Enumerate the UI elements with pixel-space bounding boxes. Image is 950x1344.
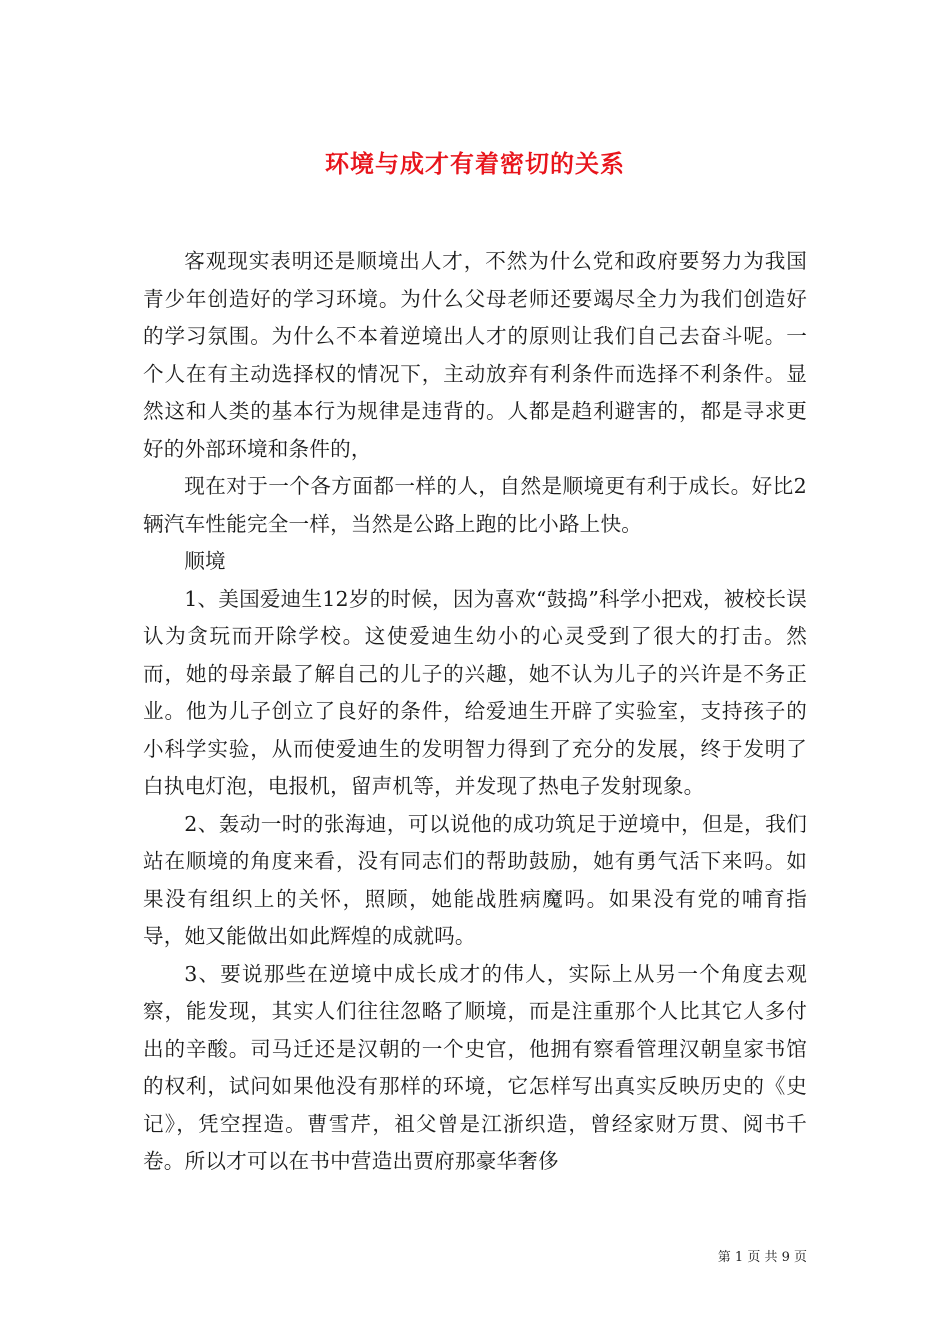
paragraph-2: 现在对于一个各方面都一样的人，自然是顺境更有利于成长。好比2辆汽车性能完全一样，当然是公路上跑的比小路上快。 — [143, 474, 807, 536]
paragraph-1: 客观现实表明还是顺境出人才，不然为什么党和政府要努力为我国青少年创造好的学习环境。为什么父母老师还要竭尽全力为我们创造好的学习氛围。为什么不本着逆境出人才的原则让我们自己去奋斗呢。一个人在有主动选择权的情况下，主动放弃有利条件而选择不利条件。显然这和人类的基本行为规律是违背的。人都是趋利避害的，都是寻求更好的外部环境和条件的， — [143, 249, 807, 461]
paragraph-edison: 1、美国爱迪生12岁的时候，因为喜欢“鼓捣”科学小把戏，被校长误认为贪玩而开除学校。这使爱迪生幼小的心灵受到了很大的打击。然而，她的母亲最了解自己的儿子的兴趣，她不认为儿子的兴许是不务正业。他为儿子创立了良好的条件，给爱迪生开辟了实验室，支持孩子的小科学实验，从而使爱迪生的发明智力得到了充分的发展，终于发明了白执电灯泡，电报机，留声机等，并发现了热电子发射现象。 — [143, 586, 807, 798]
section-heading-shunjing: 顺境 — [184, 549, 226, 573]
page-number: 第 1 页 共 9 页 — [717, 1250, 807, 1265]
document-body — [143, 243, 807, 1181]
paragraph-sima-qian: 3、要说那些在逆境中成长成才的伟人，实际上从另一个角度去观察，能发现，其实人们往往忽略了顺境，而是注重那个人比其它人多付出的辛酸。司马迁还是汉朝的一个史官，他拥有察看管理汉朝皇家书馆的权利，试问如果他没有那样的环境，它怎样写出真实反映历史的《史记》，凭空捏造。曹雪芹，祖父曾是江浙织造，曾经家财万贯、阅书千卷。所以才可以在书中营造出贾府那豪华奢侈 — [143, 961, 807, 1173]
page-title: 环境与成才有着密切的关系 — [325, 149, 625, 179]
paragraph-zhang-haidi: 2、轰动一时的张海迪，可以说他的成功筑足于逆境中，但是，我们站在顺境的角度来看，没有同志们的帮助鼓励，她有勇气活下来吗。如果没有组织上的关怀，照顾，她能战胜病魔吗。如果没有党的哺育指导，她又能做出如此辉煌的成就吗。 — [143, 811, 807, 948]
